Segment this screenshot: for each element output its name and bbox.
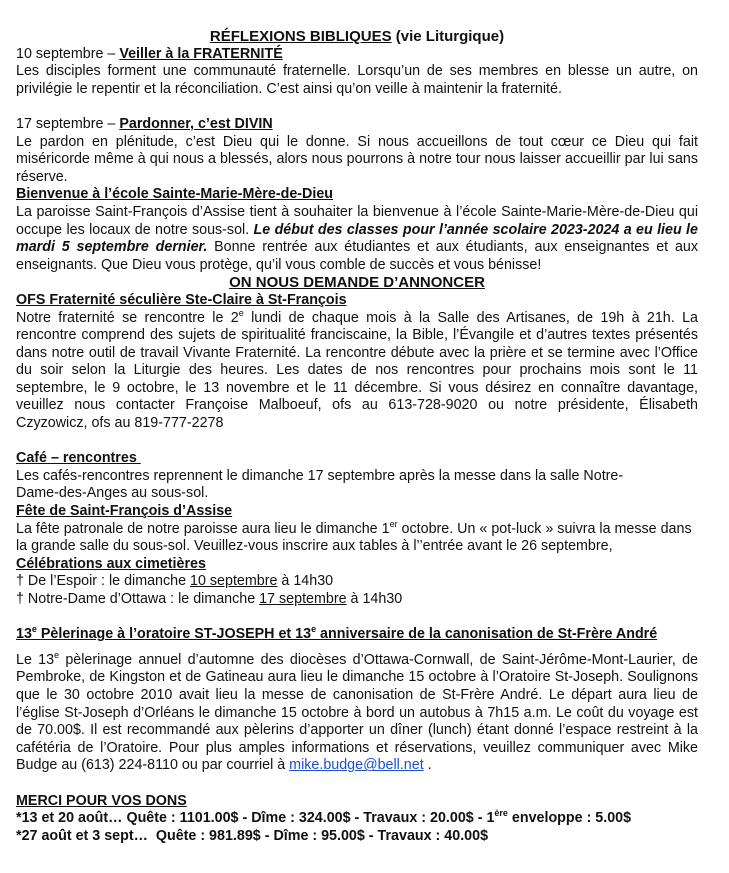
- spacer: [16, 98, 698, 116]
- annonces-title: ON NOUS DEMANDE D’ANNONCER: [229, 274, 485, 292]
- ofs-text: [16, 307, 698, 433]
- cimetiere-2-time: à 14h30: [346, 591, 403, 607]
- cimetiere-line-1: [16, 573, 698, 591]
- dons-line-1-a: *13 et 20 août… Quête : 1101.00$ - Dîme : 324.00$ - Travaux : 20.00$ - 1: [16, 810, 495, 827]
- reflexion-2-title: Pardonner, c’est DIVIN: [119, 115, 273, 132]
- ecole-title: Bienvenue à l’école Sainte-Marie-Mère-de-Dieu: [16, 186, 334, 203]
- cimetiere-1-date: 10 septembre: [190, 573, 278, 590]
- dons-title: MERCI POUR VOS DONS: [16, 792, 187, 809]
- dons-line-1: [16, 810, 698, 828]
- ofs-text-2: lundi de chaque mois à la Salle des Artisanes, de 19h à 21h. La rencontre comprend des sujets de spiritualité franciscaine, la Bible, l’Évangile et d’autres textes présentés dans notre outil de travail Vivante Fraternité. La rencontre débute avec la prière et se termine avec l’Office du soir selon la Liturgie des heures. Les dates de nos rencontres pour prochains mois sont le 11 septembre, le 9 octobre, le 13 novembre et le 11 décembre. Si vous désirez en connaître davantage, veuillez nous contacter Françoise Malboeuf, ofs au 613-728-9020 ou notre présidente, Élisabeth Czyzowicz, ofs au 819-777-2278: [16, 309, 698, 432]
- spacer: [16, 775, 698, 793]
- ofs-sup: e: [238, 307, 244, 318]
- ecole-text-2: Bonne rentrée aux étudiantes et aux étudiants, aux enseignantes et aux enseignants. Que Dieu vous protège, qu’il vous comble de succès et vous bénisse!: [16, 239, 698, 273]
- pelerinage-title-a: 13: [16, 626, 32, 643]
- cimetiere-line-2: [16, 591, 698, 609]
- reflexion-1-date: 10 septembre –: [16, 45, 120, 62]
- spacer: [16, 609, 698, 627]
- cimetiere-2-date: 17 septembre: [259, 591, 347, 607]
- reflexions-heading: [16, 28, 698, 46]
- pelerinage-text-sup: e: [54, 650, 60, 661]
- reflexion-1-heading: [16, 46, 698, 64]
- cimetiere-1-label: † De l’Espoir : le dimanche: [16, 573, 191, 590]
- fete-text-2: octobre. Un « pot-luck » suivra la messe dans la grande salle du sous-sol. Veuillez-vous inscrire aux tables à l’’entrée avant le 26 septembre,: [16, 520, 692, 555]
- cafe-title: Café – rencontres: [16, 450, 141, 467]
- ofs-text-1: Notre fraternité se rencontre le 2: [16, 309, 239, 326]
- reflexions-title: RÉFLEXIONS BIBLIQUES: [209, 28, 392, 45]
- pelerinage-title-b: Pèlerinage à l’oratoire ST-JOSEPH et 13: [36, 626, 312, 643]
- reflexions-title-suffix: (vie Liturgique): [391, 28, 505, 45]
- reflexion-2-date: 17 septembre –: [16, 115, 120, 132]
- cimetieres-title: Célébrations aux cimetières: [16, 555, 206, 572]
- spacer: [16, 644, 698, 652]
- pelerinage-title-sup-1: e: [31, 624, 37, 635]
- reflexion-1-text: Les disciples forment une communauté fraternelle. Lorsqu’un de ses membres en blesse un autre, on privilégie le repentir et la réconciliation. C’est ainsi qu’on veille à maintenir la fraternité.: [16, 63, 698, 97]
- fete-text-1: La fête patronale de notre paroisse aura lieu le dimanche 1: [16, 520, 390, 537]
- reflexion-2-text: Le pardon en plénitude, c’est Dieu qui le donne. Si nous accueillons de tout cœur ce Dieu qui fait miséricorde même à qui nous a blessés, alors nous pourrons à notre tour nous laisser accueillir par lui sans réserve.: [16, 133, 698, 185]
- ecole-text: [16, 204, 698, 274]
- cimetiere-1-time: à 14h30: [277, 573, 334, 590]
- fete-sup: er: [389, 518, 398, 529]
- ecole-text-bold: Le début des classes pour l’année scolaire 2023-2024 a eu lieu le mardi 5 septembre dernier.: [16, 221, 698, 256]
- dons-line-1-sup: ère: [494, 808, 508, 819]
- reflexion-1-title: Veiller à la FRATERNITÉ: [119, 45, 283, 62]
- fete-text: [16, 518, 698, 556]
- fete-title: Fête de Saint-François d’Assise: [16, 503, 233, 520]
- email-link[interactable]: mike.budge@bell.net: [289, 757, 424, 774]
- reflexion-2-heading: [16, 116, 698, 134]
- pelerinage-title-c: anniversaire de la canonisation de St-Frère André: [316, 626, 658, 643]
- pelerinage-text-c: .: [423, 757, 432, 774]
- dons-line-2: *27 août et 3 sept… Quête : 981.89$ - Dîme : 95.00$ - Travaux : 40.00$: [16, 827, 489, 844]
- pelerinage-text-a: Le 13: [16, 651, 55, 668]
- dons-line-1-b: enveloppe : 5.00$: [507, 810, 632, 827]
- bulletin-page: [16, 28, 698, 845]
- pelerinage-text-b: pèlerinage annuel d’automne des diocèses d’Ottawa-Cornwall, de Saint-Jérôme-Mont-Laurier, de Pembroke, de Kingston et de Gatineau aura lieu le dimanche 15 octobre à l’Oratoire St-Joseph. Soulignons que le 30 octobre 2010 avait lieu la messe de canonisation de St-Frère André. Le départ aura lieu de l’église St-Joseph d’Orléans le dimanche 15 octobre à bord un autobus à 7h15 a.m. Le coût du voyage est de 70.00$. Il est recommandé aux pèlerins d’apporter un dîner (lunch) étant donné l’espace restreint à la cafétéria de l’Oratoire. Pour plus amples informations et réservations, veuillez communiquer avec Mike Budge au (613) 224-8110 ou par courriel à: [16, 651, 698, 774]
- ofs-title: OFS Fraternité séculière Ste-Claire à St-François: [16, 291, 347, 308]
- ecole-text-1: La paroisse Saint-François d’Assise tient à souhaiter la bienvenue à l’école Sainte-Marie-Mère-de-Dieu qui occupe les locaux de notre sous-sol.: [16, 203, 698, 238]
- pelerinage-text: [16, 652, 698, 775]
- cafe-text: Les cafés-rencontres reprennent le dimanche 17 septembre après la messe dans la salle Notre-Dame-des-Anges au sous-sol.: [16, 467, 624, 502]
- cimetiere-2-label: † Notre-Dame d’Ottawa : le dimanche: [16, 591, 260, 607]
- spacer: [16, 433, 698, 451]
- pelerinage-title: [16, 626, 698, 644]
- pelerinage-title-sup-2: e: [311, 624, 317, 635]
